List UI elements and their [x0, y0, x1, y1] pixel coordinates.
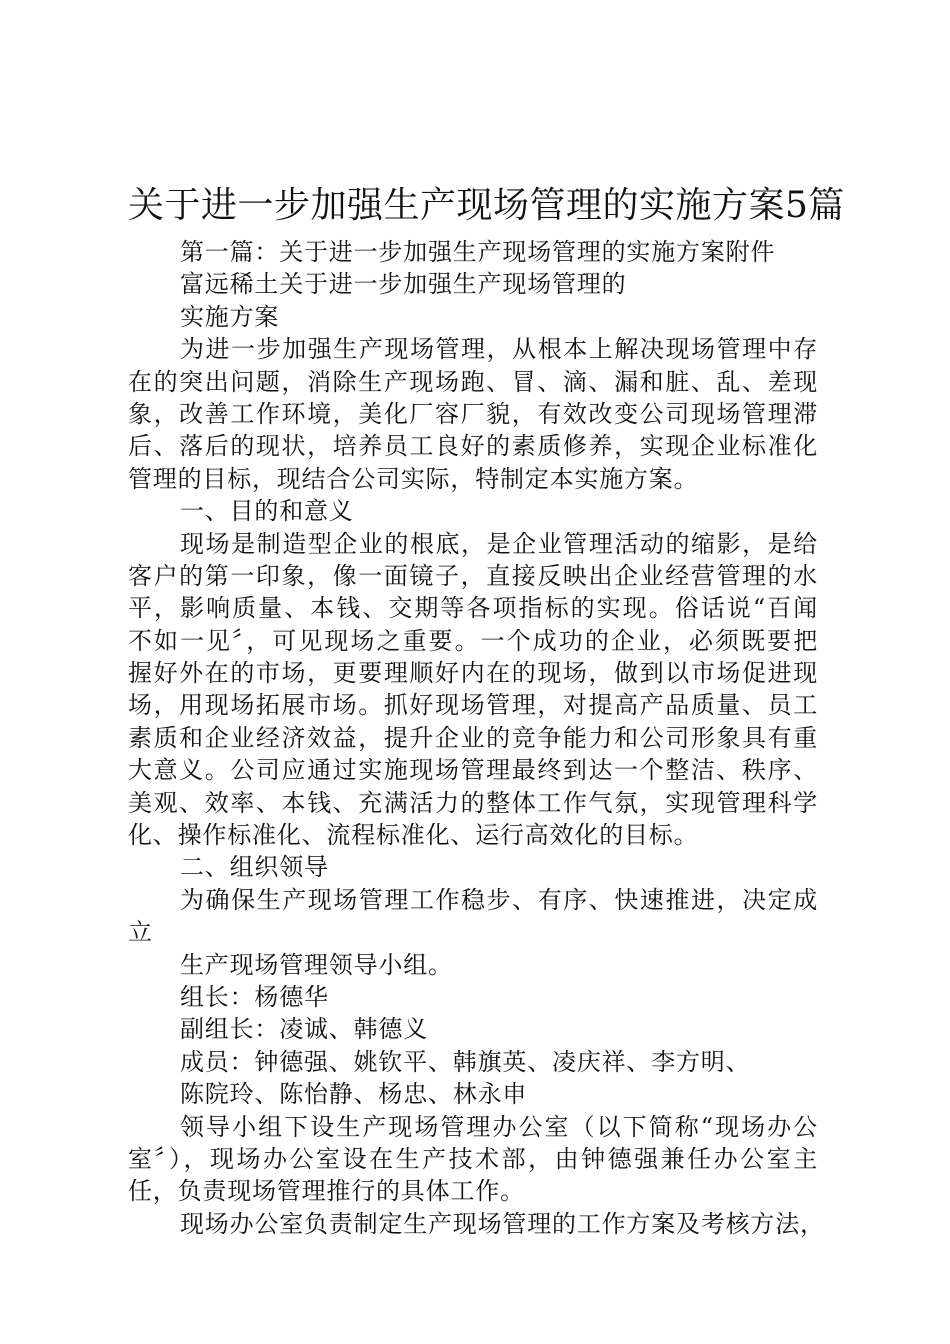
document-line: 二、组织领导	[180, 853, 329, 882]
document-line: 成员：钟德强、姚钦平、韩旗英、凌庆祥、李方明、	[180, 1047, 751, 1076]
document-line: 一、目的和意义	[180, 497, 354, 526]
document-line: 副组长：凌诚、韩德义	[180, 1015, 428, 1044]
document-line: 素质和企业经济效益，提升企业的竞争能力和公司形象具有重	[128, 723, 818, 752]
document-line: 任，负责现场管理推行的具体工作。	[128, 1177, 525, 1206]
document-line: 握好外在的市场，更要理顺好内在的现场，做到以市场促进现	[128, 659, 818, 688]
document-line: 组长：杨德华	[180, 982, 329, 1011]
document-line: 富远稀土关于进一步加强生产现场管理的	[180, 270, 627, 299]
document-line: 陈院玲、陈怡静、杨忠、林永申	[180, 1080, 528, 1109]
document-line: 现场是制造型企业的根底，是企业管理活动的缩影，是给	[180, 529, 818, 558]
document-line: 化、操作标准化、流程标准化、运行高效化的目标。	[128, 821, 699, 850]
document-line: 平，影响质量、本钱、交期等各项指标的实现。俗话说“百闻	[128, 594, 818, 623]
document-line: 象，改善工作环境，美化厂容厂貌，有效改变公司现场管理滞	[128, 399, 818, 428]
document-line: 管理的目标，现结合公司实际，特制定本实施方案。	[128, 464, 699, 493]
document-line: 生产现场管理领导小组。	[180, 950, 453, 979]
document-line: 客户的第一印象，像一面镜子，直接反映出企业经营管理的水	[128, 561, 818, 590]
document-line: 室〞），现场办公室设在生产技术部，由钟德强兼任办公室主	[128, 1144, 818, 1173]
document-line: 立	[128, 918, 153, 947]
document-line: 第一篇：关于进一步加强生产现场管理的实施方案附件	[180, 238, 776, 266]
document-body	[128, 236, 825, 1240]
document-title: 关于进一步加强生产现场管理的实施方案5篇	[128, 185, 845, 226]
document-line: 在的突出问题，消除生产现场跑、冒、滴、漏和脏、乱、差现	[128, 367, 818, 396]
document-line: 后、落后的现状，培养员工良好的素质修养，实现企业标准化	[128, 432, 818, 461]
document-line: 领导小组下设生产现场管理办公室（以下简称“现场办公	[180, 1112, 818, 1141]
document-line: 大意义。公司应通过实施现场管理最终到达一个整洁、秩序、	[128, 756, 818, 785]
document-line: 不如一见〞，可见现场之重要。一个成功的企业，必须既要把	[128, 626, 818, 655]
document-line: 实施方案	[180, 302, 280, 331]
document-line: 为确保生产现场管理工作稳步、有序、快速推进，决定成	[180, 885, 818, 914]
document-line: 美观、效率、本钱、充满活力的整体工作气氛，实现管理科学	[128, 788, 818, 817]
document-line: 现场办公室负责制定生产现场管理的工作方案及考核方法，	[180, 1209, 825, 1238]
document-line: 为进一步加强生产现场管理，从根本上解决现场管理中存	[180, 335, 818, 364]
document-line: 场，用现场拓展市场。抓好现场管理，对提高产品质量、员工	[128, 691, 818, 720]
